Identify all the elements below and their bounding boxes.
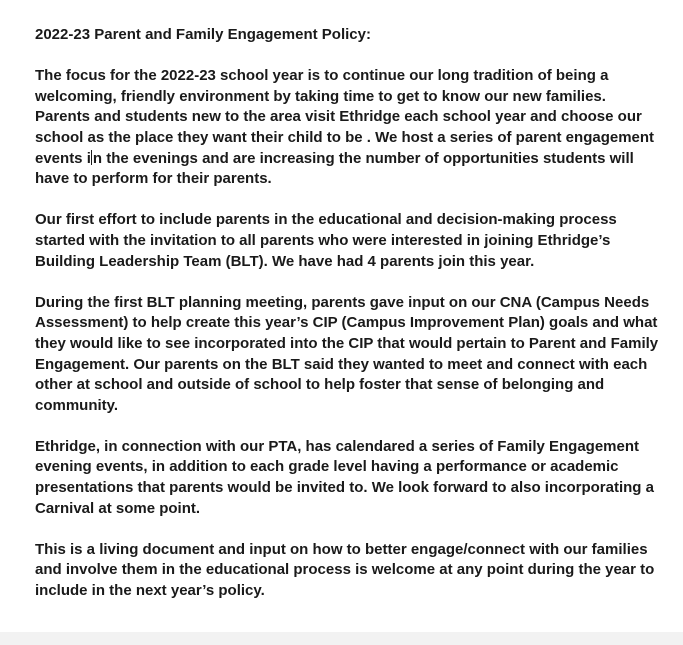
paragraph-living-document: This is a living document and input on how to better engage/connect with our families and involve them in the educational process is welcome at any point during the year to include in the next year’s policy. — [35, 540, 655, 600]
paragraph-focus — [35, 66, 665, 190]
paragraph-focus-text-start: The focus for the 2022-23 school year is to continue our long tradition of being a welcoming, friendly environment by taking time to get to know our new families. Parents and students new to the area visit Ethridge each school year and choose our school as the place they want their child to be . We host a series of parent engagement events i — [35, 67, 655, 167]
paragraph-blt-meeting: During the first BLT planning meeting, parents gave input on our CNA (Campus Needs Assessment) to help create this year’s CIP (Campus Improvement Plan) goals and what they would like to see incorporated into the CIP that would pertain to Parent and Family Engagement. Our parents on the BLT said they wanted to meet and connect with each other at school and outside of school to help foster that sense of belonging and community. — [35, 293, 659, 414]
text-cursor — [91, 150, 92, 165]
document-body[interactable] — [35, 25, 665, 622]
paragraph-pta-events: Ethridge, in connection with our PTA, has calendared a series of Family Engagement evening events, in addition to each grade level having a performance or academic presentations that parents would be invited to. We look forward to also incorporating a Carnival at some point. — [35, 437, 654, 517]
paragraph-blt-invitation: Our first effort to include parents in the educational and decision-making process started with the invitation to all parents who were interested in joining Ethridge’s Building Leadership Team (BLT). We have had 4 parents join this year. — [35, 211, 617, 270]
policy-title: 2022-23 Parent and Family Engagement Policy: — [35, 26, 371, 43]
paragraph-focus-text-end: n the evenings and are increasing the number of opportunities students will have to perform for their parents. — [35, 149, 634, 188]
